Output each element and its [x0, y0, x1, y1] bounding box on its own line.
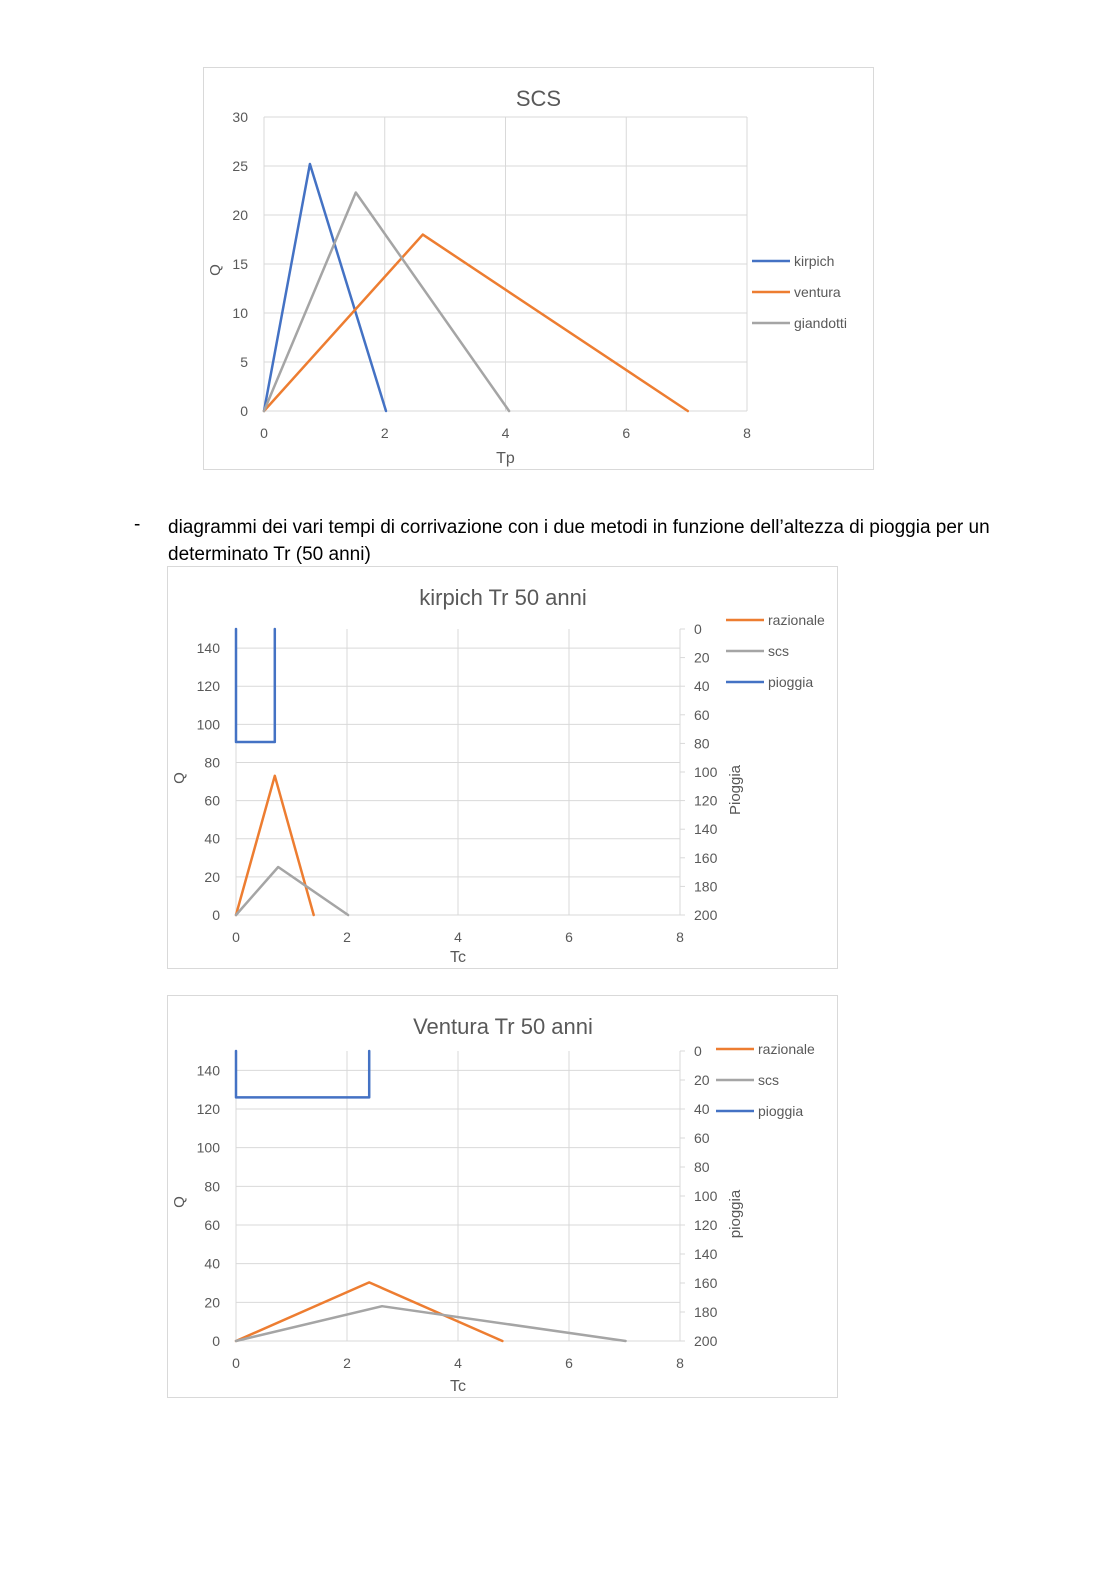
y-tick-label: 0 — [212, 907, 220, 923]
x-tick-label: 0 — [232, 1355, 240, 1371]
description-line-2: determinato Tr (50 anni) — [168, 544, 371, 565]
legend-label-pioggia: pioggia — [758, 1103, 804, 1119]
y-tick-label: 25 — [232, 158, 248, 174]
y-tick-label: 20 — [232, 207, 248, 223]
x-tick-label: 4 — [454, 929, 462, 945]
y-tick-label: 0 — [240, 403, 248, 419]
y2-tick-label: 120 — [694, 792, 718, 809]
y2-tick-label: 180 — [694, 878, 718, 895]
legend-label-razionale: razionale — [758, 1041, 815, 1057]
x-axis-label: Tp — [496, 450, 515, 467]
y2-tick-label: 100 — [694, 764, 718, 780]
chart-kirpich — [167, 566, 838, 969]
y-tick-label: 140 — [196, 640, 220, 657]
y2-tick-label: 120 — [694, 1217, 718, 1233]
y2-tick-label: 100 — [694, 1188, 718, 1204]
y2-tick-label: 160 — [694, 1275, 718, 1291]
y-tick-label: 100 — [196, 716, 220, 733]
x-tick-label: 8 — [676, 929, 684, 945]
series-line-scs — [236, 867, 348, 915]
x-axis-label: Tc — [450, 949, 466, 966]
y-tick-label: 40 — [204, 1255, 220, 1272]
x-tick-label: 0 — [232, 929, 240, 945]
series-line-razionale — [236, 776, 314, 915]
y2-tick-label: 80 — [694, 735, 710, 752]
legend-label-razionale: razionale — [768, 612, 825, 628]
chart-scs-svg — [204, 68, 875, 471]
y-tick-label: 30 — [232, 109, 248, 125]
x-tick-label: 6 — [565, 929, 573, 945]
y2-tick-label: 180 — [694, 1304, 718, 1320]
legend-label-ventura: ventura — [794, 284, 841, 300]
y-tick-label: 10 — [232, 305, 248, 321]
y2-axis-label: pioggia — [727, 1189, 744, 1239]
y-tick-label: 5 — [240, 354, 248, 370]
y2-tick-label: 60 — [694, 1130, 710, 1146]
y-axis-label: Q — [207, 264, 224, 276]
y-axis-label: Q — [171, 1196, 188, 1208]
y-tick-label: 15 — [232, 256, 248, 272]
chart-kirpich-svg — [168, 567, 839, 970]
series-line-giandotti — [264, 193, 509, 412]
x-tick-label: 6 — [622, 425, 631, 441]
series-line-pioggia — [236, 629, 275, 742]
bullet-marker: - — [134, 514, 141, 535]
x-tick-label: 2 — [343, 929, 351, 945]
x-tick-label: 8 — [676, 1355, 684, 1371]
legend-label-pioggia: pioggia — [768, 674, 814, 690]
y-tick-label: 140 — [196, 1062, 220, 1079]
y2-tick-label: 80 — [694, 1159, 710, 1175]
y2-tick-label: 200 — [694, 1333, 718, 1349]
series-line-scs — [236, 1306, 626, 1341]
y2-tick-label: 20 — [694, 1072, 710, 1088]
x-tick-label: 4 — [454, 1355, 462, 1371]
y2-tick-label: 160 — [694, 849, 718, 866]
y-tick-label: 20 — [204, 1294, 220, 1311]
description-paragraph — [168, 514, 1048, 568]
y-tick-label: 80 — [204, 1178, 220, 1195]
y-tick-label: 0 — [212, 1333, 220, 1349]
y-tick-label: 120 — [196, 678, 220, 695]
y2-tick-label: 140 — [694, 821, 718, 838]
series-line-kirpich — [264, 164, 386, 411]
chart-title: kirpich Tr 50 anni — [419, 585, 587, 610]
chart-scs — [203, 67, 874, 470]
chart-ventura-svg — [168, 996, 839, 1399]
chart-title: SCS — [515, 86, 562, 111]
y-tick-label: 20 — [204, 868, 220, 885]
legend-label-giandotti: giandotti — [794, 315, 847, 331]
y-tick-label: 60 — [204, 1217, 220, 1233]
y2-tick-label: 40 — [694, 678, 710, 695]
x-tick-label: 4 — [501, 425, 510, 441]
y-axis-label: Q — [171, 772, 188, 784]
y2-tick-label: 20 — [694, 649, 710, 666]
y2-tick-label: 0 — [694, 621, 702, 637]
y2-tick-label: 60 — [694, 706, 710, 723]
y2-tick-label: 0 — [694, 1043, 702, 1059]
y2-tick-label: 200 — [694, 907, 718, 923]
y-tick-label: 120 — [196, 1101, 220, 1117]
y2-tick-label: 140 — [694, 1246, 718, 1262]
y2-tick-label: 40 — [694, 1101, 710, 1117]
x-tick-label: 6 — [565, 1355, 573, 1371]
chart-title: Ventura Tr 50 anni — [413, 1014, 593, 1039]
x-tick-label: 8 — [743, 425, 751, 441]
x-tick-label: 2 — [380, 425, 389, 441]
y-tick-label: 60 — [204, 792, 220, 809]
legend-label-scs: scs — [768, 643, 789, 659]
y-tick-label: 80 — [204, 754, 220, 771]
x-tick-label: 2 — [343, 1355, 351, 1371]
y2-axis-label: Pioggia — [727, 764, 744, 816]
description-line-1: diagrammi dei vari tempi di corrivazione con i due metodi in funzione dell’altezza di pioggia per un — [168, 517, 990, 538]
legend-label-scs: scs — [758, 1072, 779, 1088]
y-tick-label: 100 — [196, 1139, 220, 1156]
x-tick-label: 0 — [260, 425, 268, 441]
x-axis-label: Tc — [450, 1378, 466, 1395]
y-tick-label: 40 — [204, 830, 220, 847]
chart-ventura — [167, 995, 838, 1398]
series-line-pioggia — [236, 1051, 369, 1097]
legend-label-kirpich: kirpich — [794, 253, 835, 269]
